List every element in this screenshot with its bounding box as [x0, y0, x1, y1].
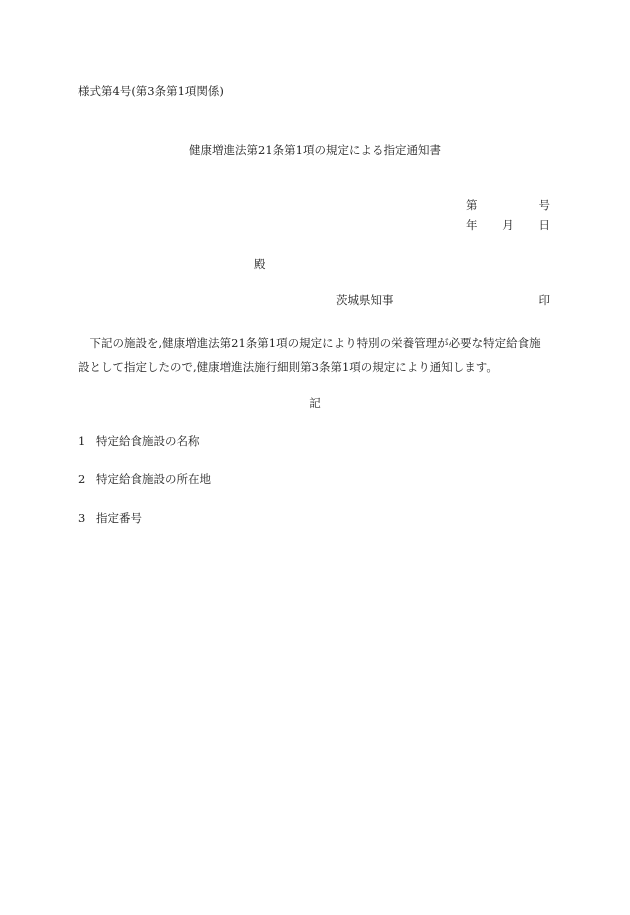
item-number: 3	[78, 511, 86, 525]
issuer-name: 茨城県知事	[336, 293, 394, 307]
date-year: 年	[466, 218, 478, 232]
item-label: 指定番号	[96, 511, 142, 525]
date-month: 月	[502, 218, 514, 232]
date-day: 日	[538, 218, 550, 232]
seal-mark: 印	[538, 293, 550, 307]
list-item	[78, 511, 142, 525]
number-prefix: 第	[466, 198, 478, 212]
document-title: 健康増進法第21条第1項の規定による指定通知書	[189, 143, 441, 157]
item-number: 1	[78, 434, 86, 448]
form-label: 様式第4号(第3条第1項関係)	[78, 84, 224, 98]
addressee-honorific: 殿	[254, 257, 266, 271]
body-paragraph: 下記の施設を,健康増進法第21条第1項の規定により特別の栄養管理が必要な特定給食施設として指定したので,健康増進法施行細則第3条第1項の規定により通知します。	[78, 336, 541, 374]
item-label: 特定給食施設の名称	[96, 434, 200, 448]
document-number-row	[466, 198, 550, 212]
ki-heading: 記	[309, 396, 321, 410]
date-row	[466, 218, 550, 232]
list-item	[78, 434, 200, 448]
item-number: 2	[78, 472, 86, 486]
list-item	[78, 472, 211, 486]
item-label: 特定給食施設の所在地	[96, 472, 211, 486]
number-suffix: 号	[538, 198, 550, 212]
issuer-row	[336, 293, 550, 307]
